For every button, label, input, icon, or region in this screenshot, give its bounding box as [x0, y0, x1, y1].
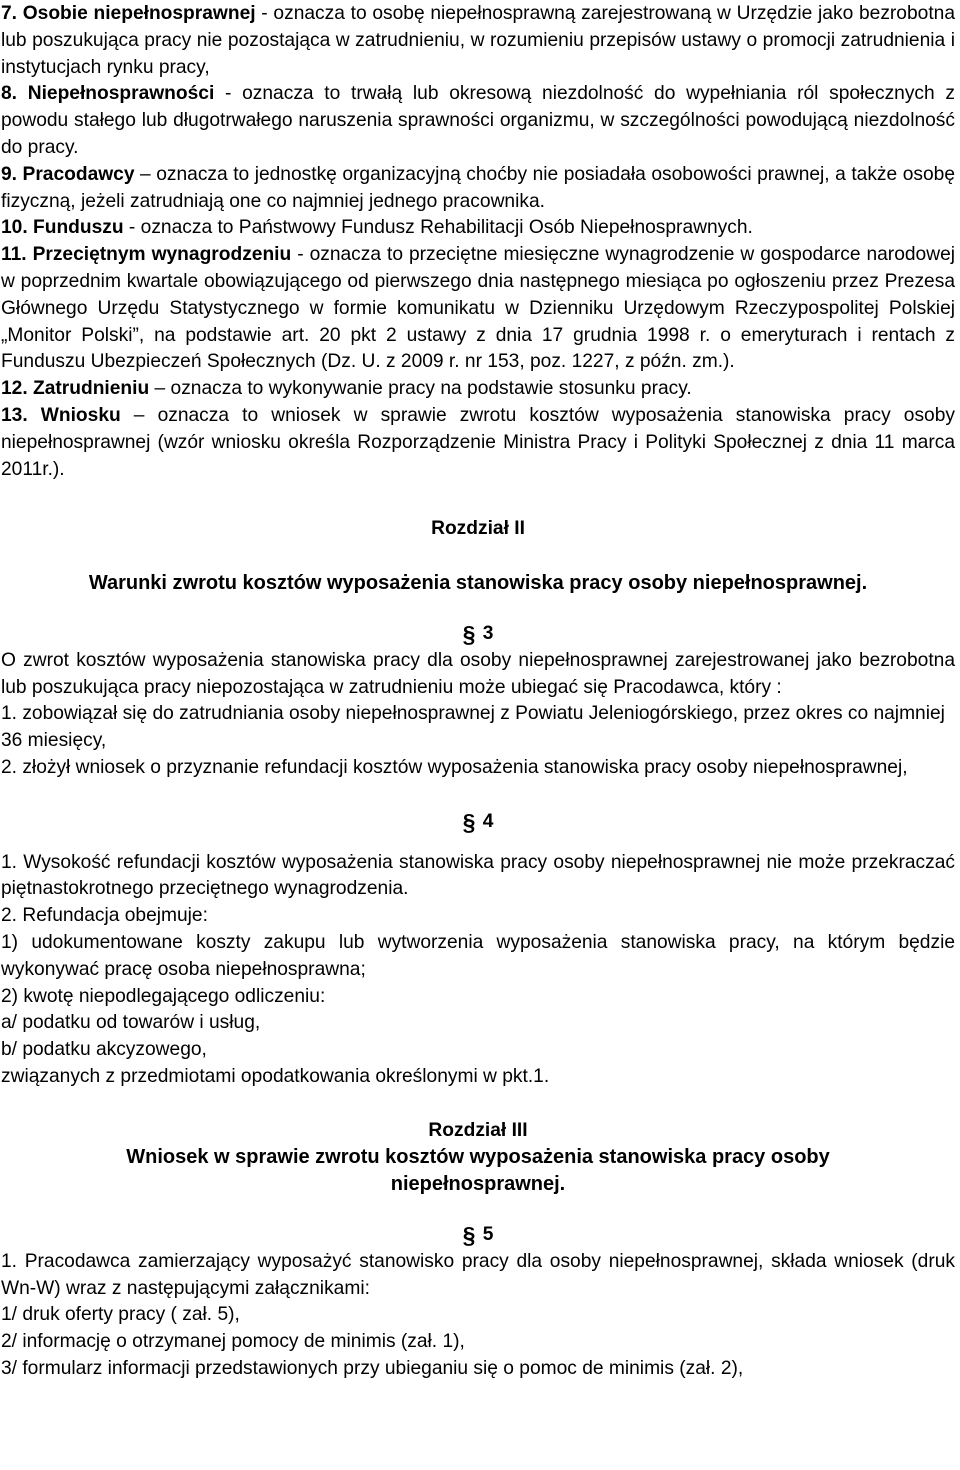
section-5-line: 2/ informację o otrzymanej pomocy de minimis (zał. 1), [1, 1331, 465, 1353]
section-5-line: 1. Pracodawca zamierzający wyposażyć stanowisko pracy dla osoby niepełnosprawnej, składa wniosek (druk Wn-W) wraz z następującymi załącznikami: [1, 1250, 955, 1299]
section-4-line: związanych z przedmiotami opodatkowania określonymi w pkt.1. [1, 1065, 550, 1087]
section-sign: § [462, 620, 476, 647]
definition-text: – oznacza to wykonywanie pracy na podstawie stosunku pracy. [149, 378, 692, 400]
chapter-2-heading: Rozdział II [431, 518, 525, 540]
definition-13 [1, 403, 955, 483]
section-5-line: 3/ formularz informacji przedstawionych przy ubieganiu się o pomoc de minimis (zał. 2), [1, 1358, 744, 1380]
definition-text: - oznacza to trwałą lub okresową niezdolność do wypełniania ról społecznych z powodu stałego lub długotrwałego naruszenia sprawności organizmu, w szczególności powodującą niezdolność do pracy. [1, 83, 955, 158]
definition-term: 13. Wniosku [1, 404, 121, 426]
definition-text: - oznacza to osobę niepełnosprawną zarejestrowaną w Urzędzie jako bezrobotna lub poszukująca pracy nie pozostająca w zatrudnieniu, w rozumieniu przepisów ustawy o promocji zatrudnienia i instytucjach rynku pracy, [1, 3, 955, 78]
section-5-heading [1, 1222, 955, 1249]
section-4-heading [1, 809, 955, 836]
definition-text: – oznacza to jednostkę organizacyjną choćby nie posiadała osobowości prawnej, a także osobę fizyczną, jeżeli zatrudniają one co najmniej jednego pracownika. [1, 163, 955, 212]
section-4-line: 1) udokumentowane koszty zakupu lub wytworzenia wyposażenia stanowiska pracy, na którym będzie wykonywać pracę osoba niepełnosprawna; [1, 931, 955, 980]
section-3-heading [1, 621, 955, 648]
section-4-line: 1. Wysokość refundacji kosztów wyposażenia stanowiska pracy osoby niepełnosprawnej nie może przekraczać piętnastokrotnego przeciętnego wynagrodzenia. [1, 851, 955, 900]
definition-term: 9. Pracodawcy [1, 163, 135, 185]
section-number: 3 [482, 622, 494, 644]
definition-7 [1, 1, 955, 81]
section-4-line: a/ podatku od towarów i usług, [1, 1012, 261, 1034]
section-sign: § [462, 1222, 476, 1249]
definition-text: – oznacza to wniosek w sprawie zwrotu kosztów wyposażenia stanowiska pracy osoby niepełnosprawnej (wzór wniosku określa Rozporządzenie Ministra Pracy i Polityki Społecznej z dnia 11 marca 2011r.). [1, 404, 955, 480]
chapter-3-subtitle-line-2: niepełnosprawnej. [390, 1173, 566, 1196]
definition-term: 7. Osobie niepełnosprawnej [1, 3, 256, 24]
chapter-2-subtitle: Warunki zwrotu kosztów wyposażenia stanowiska pracy osoby niepełnosprawnej. [88, 572, 868, 595]
section-3-item: 1. zobowiązał się do zatrudniania osoby niepełnosprawnej z Powiatu Jeleniogórskiego, przez okres co najmniej 36 miesięcy, [1, 703, 945, 752]
definition-term: 12. Zatrudnieniu [1, 378, 150, 400]
definition-9 [1, 162, 955, 216]
section-number: 5 [482, 1224, 494, 1246]
chapter-3-subtitle-line-1: Wniosek w sprawie zwrotu kosztów wyposażenia stanowiska pracy osoby [126, 1146, 830, 1169]
section-sign: § [462, 808, 476, 835]
section-3-intro: O zwrot kosztów wyposażenia stanowiska pracy dla osoby niepełnosprawnej zarejestrowanej jako bezrobotna lub poszukująca pracy niepozostająca w zatrudnieniu może ubiegać się Pracodawca, który : [1, 649, 955, 698]
definition-text: - oznacza to przeciętne miesięczne wynagrodzenie w gospodarce narodowej w poprzednim kwartale obowiązującego od pierwszego dnia następnego miesiąca po ogłoszeniu przez Prezesa Głównego Urzędu Statystycznego w formie komunikatu w Dzienniku Urzędowym Rzeczypospolitej Polskiej „Monitor Polski”, na podstawie art. 20 pkt 2 ustawy z dnia 17 grudnia 1998 r. o emeryturach i rentach z Funduszu Ubezpieczeń Społecznych (Dz. U. z 2009 r. nr 153, poz. 1227, z późn. zm.). [1, 244, 955, 373]
section-5-line: 1/ druk oferty pracy ( zał. 5), [1, 1304, 240, 1326]
definition-text: - oznacza to Państwowy Fundusz Rehabilitacji Osób Niepełnosprawnych. [123, 217, 753, 239]
chapter-3-heading: Rozdział III [428, 1119, 528, 1141]
definition-11 [1, 242, 955, 376]
definition-term: 10. Funduszu [1, 217, 124, 239]
section-4-line: 2) kwotę niepodlegającego odliczeniu: [1, 985, 326, 1007]
definition-8 [1, 81, 955, 161]
definition-12 [1, 376, 955, 403]
definition-10 [1, 215, 955, 242]
section-3-item: 2. złożył wniosek o przyznanie refundacji kosztów wyposażenia stanowiska pracy osoby niepełnosprawnej, [1, 756, 908, 778]
section-number: 4 [482, 810, 494, 832]
section-4-line: 2. Refundacja obejmuje: [1, 905, 208, 927]
section-4-line: b/ podatku akcyzowego, [1, 1039, 207, 1061]
definition-term: 11. Przeciętnym wynagrodzeniu [1, 244, 292, 266]
definition-term: 8. Niepełnosprawności [1, 83, 215, 105]
